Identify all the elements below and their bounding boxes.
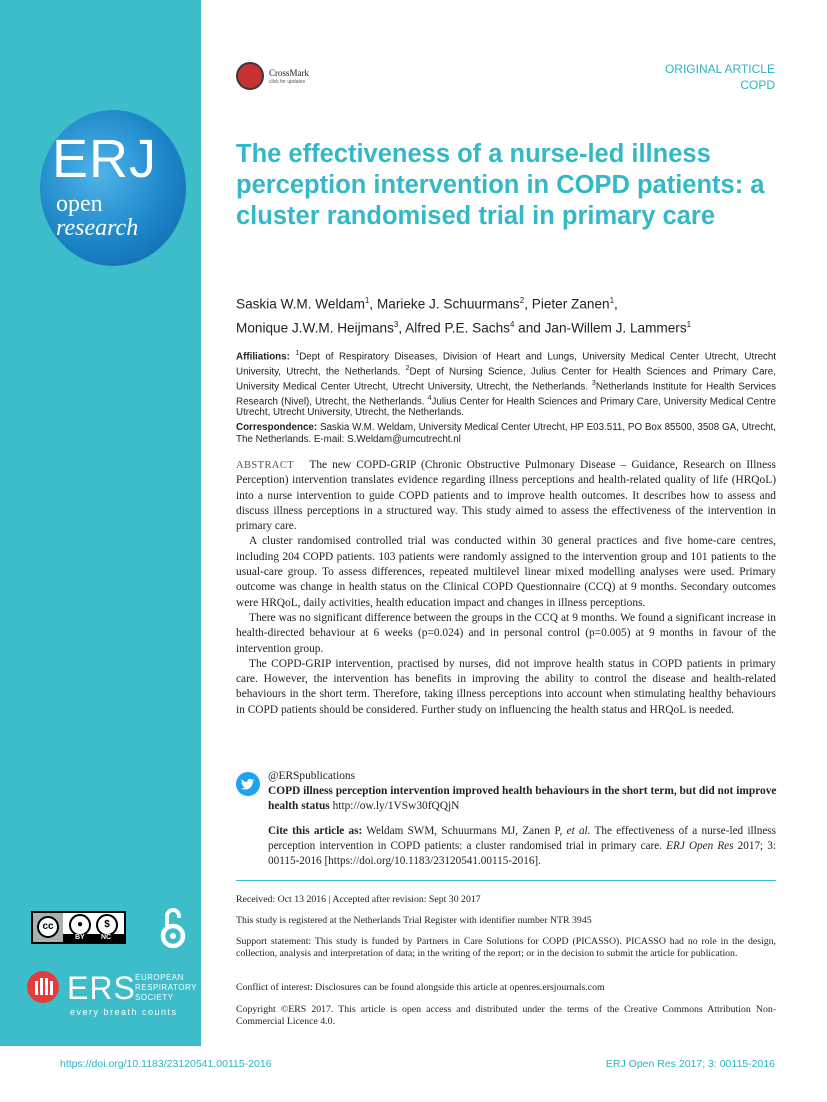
tweet-link[interactable]: http://ow.ly/1VSw30fQQjN [332,799,460,812]
affiliations: Affiliations: $^1$Dept of Respiratory Diseases, Division of Heart and Lungs, University Medical Center Utrecht, Utrecht University, Utrecht, the Netherlands. $^2$Dept of Nursing Science, Julius Center for Health Sciences and Primary Care, University Medical Center Utrecht, Utrecht University, Utrecht, the Netherlands. $^3$Netherlands Institute for Health Services Research (Nivel), Utrecht, the Netherlands. $^4$Julius Center for Health Sciences and Primary Care, University Medical Centre Utrecht, Utrecht University, Utrecht, the Netherlands. [236,350,777,419]
open-access-icon [158,906,188,950]
logo-research-text: research [56,215,139,241]
abstract [236,458,776,718]
author: Saskia W.M. Weldam [236,296,365,312]
abstract-paragraph: The COPD-GRIP intervention, practised by nurses, did not improve health status in COPD patients in primary care. However, the intervention has benefits in improving the ability to control the disease and health-related behaviours in the short term. Therefore, taking illness perceptions into account when stimulating healthy behaviours in COPD patients should be considered. Further study on influencing the health status and HRQoL is needed. [236,657,776,716]
trial-registration: This study is registered at the Netherlands Trial Register with identifier number NTR 3945 [236,915,592,926]
crossmark-icon [236,62,264,90]
author: Pieter Zanen [531,296,610,312]
abstract-paragraph: A cluster randomised controlled trial was conducted within 30 general practices and five home-care centres, including 204 COPD patients. 103 patients were randomly assigned to the intervention group and 101 patients to the usual-care group. To assess differences, repeated multilevel linear mixed modelling analyses were used. Primary outcome was change in health status on the Clinical COPD Questionnaire (CCQ) at 9 months. Secondary outcomes were HRQoL, daily activities, health education impact and changes in illness perceptions. [236,535,776,609]
nc-label: NC [101,934,112,941]
cc-icon: cc [37,916,59,938]
article-type: ORIGINAL ARTICLE COPD [664,62,775,92]
ers-society-name: EUROPEAN RESPIRATORY SOCIETY [135,973,197,1002]
twitter-icon[interactable] [236,772,260,796]
author: Jan-Willem J. Lammers [544,320,687,336]
crossmark-sub: click for updates [269,79,306,85]
ers-lung-icon [27,971,59,1003]
correspondence-label: Correspondence [236,422,314,433]
cc-license-badge[interactable] [31,911,126,944]
tweet-handle[interactable]: @ERSpublications [268,770,356,782]
author-list: Saskia W.M. Weldam$^1$, Marieke J. Schuurmans$^2$, Pieter Zanen$^1$, Monique J.W.M. Heijmans$^3$, Alfred P.E. Sachs$^4$ and Jan-Willem J. Lammers$^1$ [236,296,692,336]
article-title: The effectiveness of a nurse-led illness perception intervention in COPD patients: a cluster randomised trial in primary care [236,140,765,230]
author: Monique J.W.M. Heijmans [236,320,394,336]
support-statement: Support statement: This study is funded by Partners in Care Solutions for COPD (PICASSO). PICASSO had no role in the design, collection, analysis and interpretation of data; in the writing of the report; or in the decision to submit the article for publication. [236,936,776,959]
cite-label: Cite this article as: [268,825,363,837]
conflict-of-interest: Conflict of interest: Disclosures can be found alongside this article at openres.ersjournals.com [236,982,605,993]
ers-name: ERS [67,970,136,1006]
logo-erj-text: ERJ [52,129,158,189]
by-label: BY [75,934,85,941]
correspondence: Correspondence: Saskia W.M. Weldam, University Medical Center Utrecht, HP E03.511, PO Box 85500, 3508 GA, Utrecht, The Netherlands. E-mail: S.Weldam@umcutrecht.nl [236,422,776,445]
abstract-label: ABSTRACT [236,460,295,471]
author: Alfred P.E. Sachs [405,320,510,336]
author: Marieke J. Schuurmans [376,296,520,312]
journal-sidebar [0,0,201,1046]
ers-tagline: every breath counts [70,1007,178,1017]
copyright: Copyright ©ERS 2017. This article is open access and distributed under the terms of the Creative Commons Attribution Non-Commercial Licence 4.0. [236,1004,776,1027]
doi-link[interactable]: https://doi.org/10.1183/23120541.00115-2016 [60,1058,272,1070]
nc-icon: $ [96,914,118,936]
crossmark-badge[interactable] [236,62,326,92]
abstract-paragraph: ABSTRACT The new COPD-GRIP (Chronic Obstructive Pulmonary Disease – Guidance, Research on Illness Perception) intervention translates evidence regarding illness perceptions and health-related quality of life (HRQoL) into a nurse intervention to guide COPD patients and to improve health outcomes. It describes how to assess and discuss illness perceptions in a structured way. This study aimed to assess the effectiveness of the intervention in primary care. [236,459,776,533]
journal-logo [40,110,186,266]
crossmark-label: CrossMark [269,68,309,78]
ers-logo [25,968,200,1018]
tweet-block [268,769,778,813]
received-dates: Received: Oct 13 2016 | Accepted after revision: Sept 30 2017 [236,894,481,905]
divider [236,880,776,881]
footer-citation: ERJ Open Res 2017; 3: 00115-2016 [605,1058,775,1070]
cite-block: Cite this article as: Weldam SWM, Schuurmans MJ, Zanen P, et al. The effectiveness of a nurse-led illness perception intervention in COPD patients: a cluster randomised trial in primary care. ERJ Open Res 2017; 3: 00115-2016 [https://doi.org/10.1183/23120541.00115-2016]. [268,825,776,867]
logo-open-text: open [56,191,103,217]
affiliations-label: Affiliations [236,351,287,363]
abstract-paragraph: There was no significant difference between the groups in the CCQ at 9 months. We found a significant increase in health-directed behaviour at 6 weeks (p=0.024) and in personal control (p=0.005) at 9 months in favour of the intervention group. [236,611,776,655]
tweet-text: COPD illness perception intervention improved health behaviours in the short term, but did not improve health status [268,784,777,812]
by-icon: ● [69,914,91,936]
